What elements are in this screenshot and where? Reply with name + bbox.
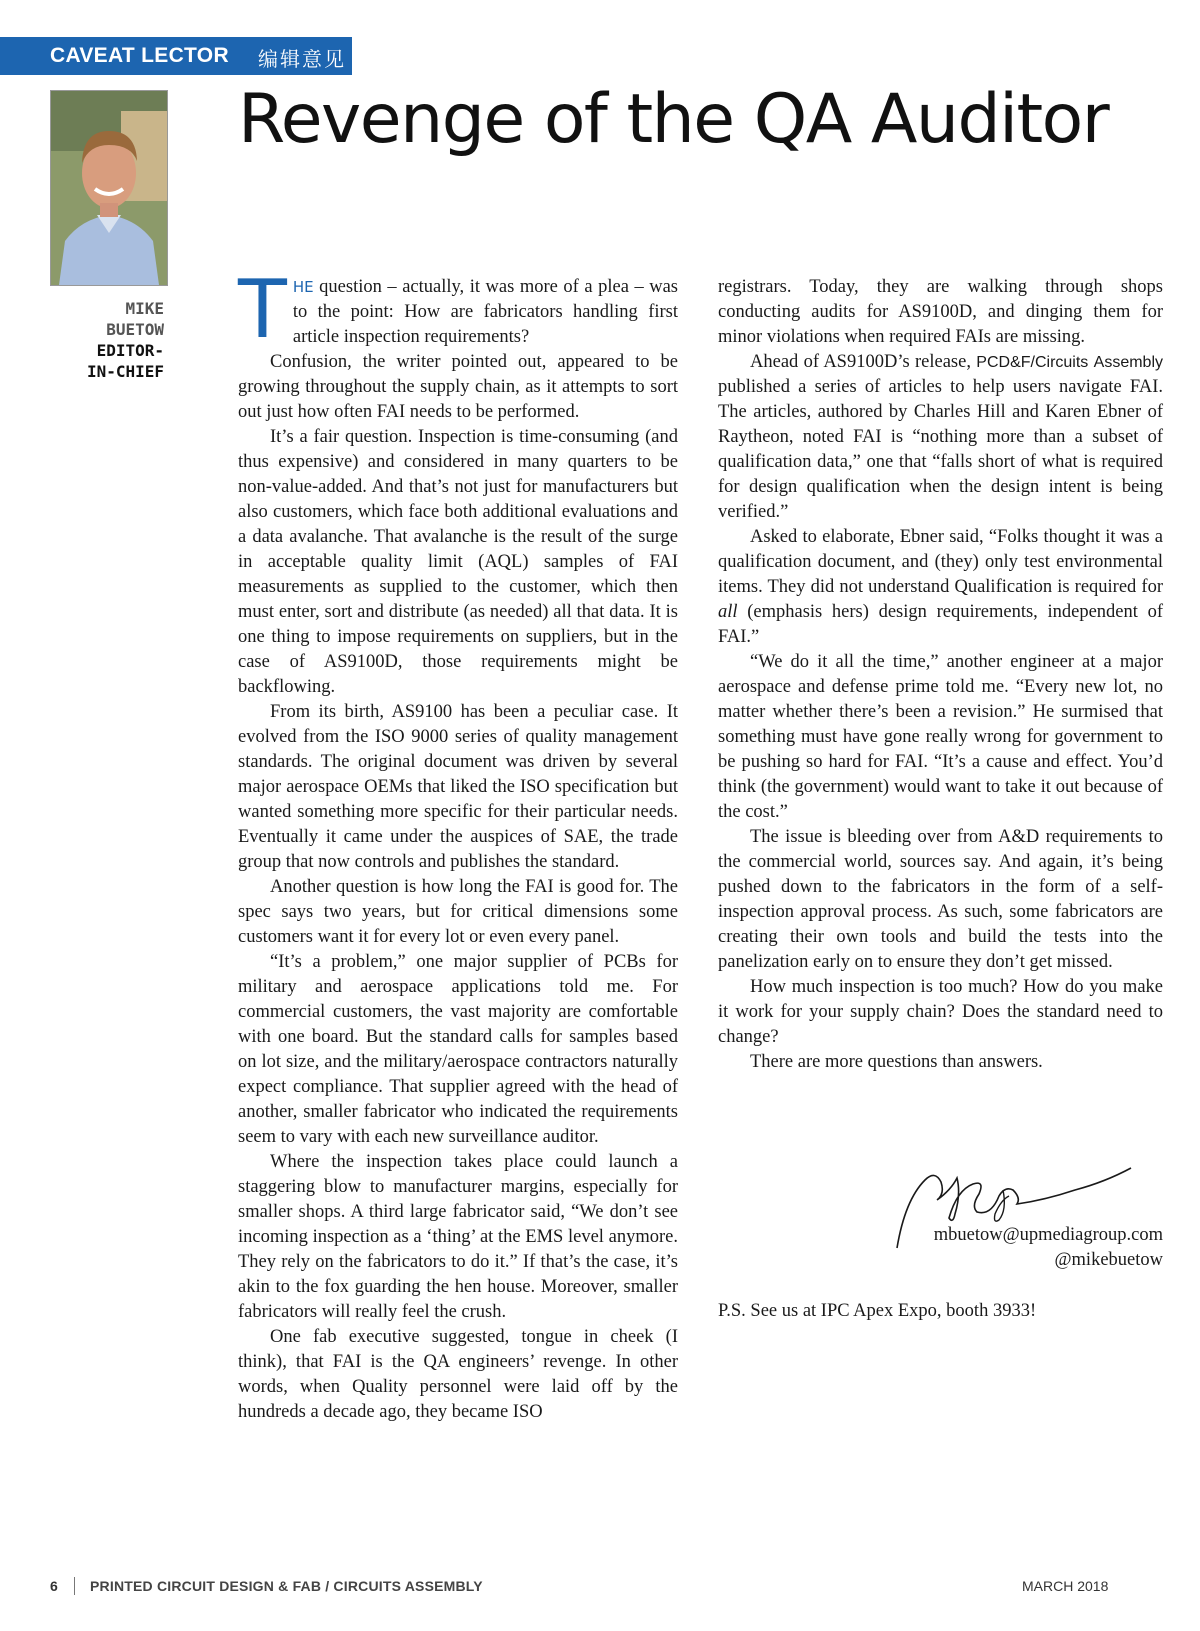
author-contact [880,1223,1163,1273]
author-last-name: BUETOW [106,320,164,339]
paragraph: There are more questions than answers. [750,1052,1043,1072]
section-label-chinese: 编辑意见 [258,47,346,71]
author-twitter-handle[interactable]: @mikebuetow [1054,1250,1163,1270]
author-photo [50,90,168,286]
footer-divider [74,1577,75,1595]
paragraph: registrars. Today, they are walking through shops conducting audits for AS9100D, and dinging them for minor violations when required FAIs are missing. [718,277,1163,347]
paragraph: “We do it all the time,” another engineer at a major aerospace and defense prime told me. “Every new lot, no matter whether there’s been a revision.” He surmised that something must have gone really wrong for government to be pushing so hard for FAI. “It’s a cause and effect. You’d think (the government) would want to take it out because of the cost.” [718,652,1163,822]
drop-cap: T [238,263,287,356]
page-number: 6 [50,1578,58,1594]
paragraph: Another question is how long the FAI is good for. The spec says two years, but for critical dimensions some customers want it for every lot or even every panel. [238,877,678,947]
author-first-name: MIKE [125,299,164,318]
paragraph: Confusion, the writer pointed out, appeared to be growing throughout the supply chain, as it attempts to sort out just how often FAI needs to be performed. [238,352,678,422]
postscript: P.S. See us at IPC Apex Expo, booth 3933! [718,1301,1037,1321]
section-label: CAVEAT LECTOR [50,44,229,67]
emphasis-text: all [718,602,738,622]
author-role-line1: EDITOR- [96,341,164,360]
lead-smallcaps: HE [292,278,314,296]
paragraph: “It’s a problem,” one major supplier of PCBs for military and aerospace applications told me. For commercial customers, the vast majority are comfortable with one board. But the standard calls for samples based on lot size, and the military/aerospace contractors naturally expect compliance. That supplier agreed with the head of another, smaller fabricator who indicated the requirements seem to vary with each new surveillance auditor. [238,952,678,1147]
author-role-line2: IN-CHIEF [86,362,164,381]
paragraph: How much inspection is too much? How do you make it work for your supply chain? Does the standard need to change? [718,977,1163,1047]
paragraph-text: (emphasis hers) design requirements, independent of FAI.” [718,602,1163,647]
paragraph: Where the inspection takes place could launch a staggering blow to manufacturer margins, especially for smaller shops. A third large fabricator said, “We don’t see incoming inspection as a ‘thing’ at the EMS level anymore. They rely on the fabricators to do it.” If that’s the case, it’s akin to the fox guarding the hen house. Moreover, smaller fabricators will really feel the crush. [238,1152,678,1322]
paragraph [718,350,1163,525]
publication-name: Assembly [1093,354,1163,371]
author-byline [60,298,164,382]
article-column-2 [718,275,1163,1075]
paragraph-text: published a series of articles to help users navigate FAI. The articles, authored by Charles Hill and Karen Ebner of Raytheon, noted FAI is “nothing more than a subset of qualification data,” one that “falls short of what is required for design qualification when the design intent is being verified.” [718,377,1163,522]
paragraph [238,263,678,356]
author-email[interactable]: mbuetow@upmediagroup.com [933,1225,1163,1245]
paragraph-text: Asked to elaborate, Ebner said, “Folks thought it was a qualification document, and (they) only test environmental items. They did not understand Qualification is required for [718,527,1163,597]
publication-title: PRINTED CIRCUIT DESIGN & FAB / CIRCUITS ASSEMBLY [90,1578,483,1594]
paragraph-text: question – actually, it was more of a plea – was to the point: How are fabricators handling first article inspection requirements? [292,277,678,347]
article-title: Revenge of the QA Auditor [238,80,1109,159]
paragraph: From its birth, AS9100 has been a peculiar case. It evolved from the ISO 9000 series of quality management standards. The original document was driven by several major aerospace OEMs that liked the ISO specification but wanted something more specific for their particular needs. Eventually it came under the auspices of SAE, the trade group that now controls and publishes the standard. [238,702,678,872]
issue-date: MARCH 2018 [1022,1578,1109,1594]
paragraph [718,525,1163,650]
paragraph: The issue is bleeding over from A&D requirements to the commercial world, sources say. And again, it’s being pushed down to the fabricators in the form of a self-inspection approval process. As such, some fabricators are creating their own tools and build the tests into the panelization early on to ensure they don’t get missed. [718,827,1163,972]
article-column-1 [238,263,678,1425]
paragraph-text: Ahead of AS9100D’s release, [750,352,977,372]
publication-name: PCD&F/Circuits [976,354,1089,371]
paragraph: It’s a fair question. Inspection is time-consuming (and thus expensive) and considered in many quarters to be non-value-added. And that’s not just for manufacturers but also customers, which face both additional evaluations and a data avalanche. That avalanche is the result of the surge in acceptable quality limit (AQL) samples of FAI measurements as supplied to the customer, which then must enter, sort and distribute (as needed) all that data. It is one thing to impose requirements on suppliers, but in the case of AS9100D, those requirements might be backflowing. [238,427,678,697]
paragraph: One fab executive suggested, tongue in cheek (I think), that FAI is the QA engineers’ revenge. In other words, when Quality personnel were laid off by the hundreds a decade ago, they became ISO [238,1327,678,1422]
